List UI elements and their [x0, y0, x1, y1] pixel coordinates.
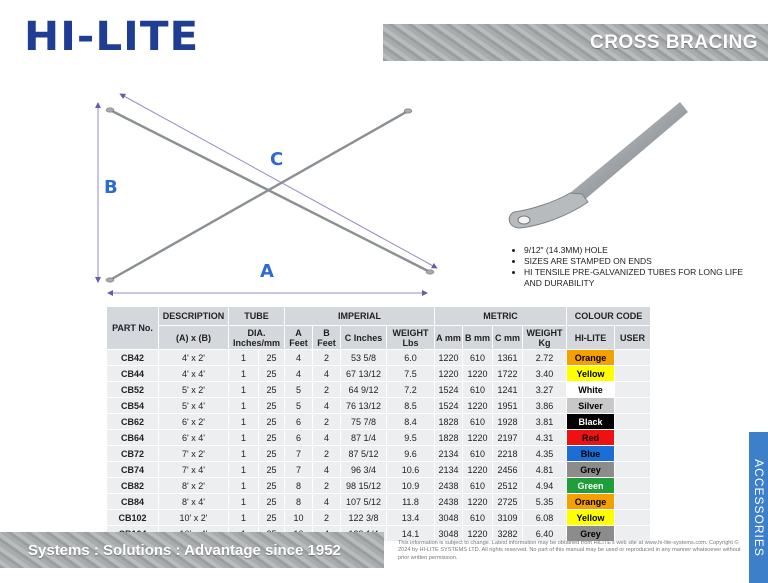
met-a-cell: 2438 [435, 478, 463, 494]
imp-a-cell: 5 [285, 398, 313, 414]
part-no-cell: CB64 [107, 430, 159, 446]
met-b-cell: 610 [463, 350, 493, 366]
table-row [107, 398, 651, 414]
tube-dia-mm-cell: 25 [259, 350, 285, 366]
met-b-cell: 610 [463, 382, 493, 398]
imp-weight-cell: 10.6 [387, 462, 435, 478]
tube-dia-in-cell: 1 [229, 382, 259, 398]
description-cell: 6' x 2' [159, 414, 229, 430]
header-met-c: C mm [493, 326, 523, 350]
imp-weight-cell: 14.1 [387, 526, 435, 542]
tube-dia-mm-cell: 25 [259, 430, 285, 446]
part-no-cell: CB54 [107, 398, 159, 414]
header-colour-code: COLOUR CODE [567, 307, 651, 326]
met-c-cell: 2456 [493, 462, 523, 478]
description-cell: 10' x 2' [159, 510, 229, 526]
tube-dia-mm-cell: 25 [259, 366, 285, 382]
imp-weight-cell: 8.4 [387, 414, 435, 430]
met-a-cell: 3048 [435, 526, 463, 542]
tube-dia-mm-cell: 25 [259, 462, 285, 478]
table-row [107, 510, 651, 526]
met-c-cell: 2218 [493, 446, 523, 462]
met-b-cell: 610 [463, 478, 493, 494]
met-weight-cell: 3.86 [523, 398, 567, 414]
table-row [107, 382, 651, 398]
description-cell: 7' x 2' [159, 446, 229, 462]
header-met-b: B mm [463, 326, 493, 350]
tube-dia-in-cell: 1 [229, 462, 259, 478]
footer-tagline: Systems : Solutions : Advantage since 1952 [28, 542, 341, 559]
imp-weight-cell: 7.5 [387, 366, 435, 382]
met-b-cell: 1220 [463, 494, 493, 510]
imp-a-cell: 5 [285, 382, 313, 398]
met-weight-cell: 3.27 [523, 382, 567, 398]
note-item: • SIZES ARE STAMPED ON ENDS [524, 256, 744, 267]
table-row [107, 414, 651, 430]
colour-code-cell: White [567, 382, 615, 398]
header-imp-weight: WEIGHT Lbs [387, 326, 435, 350]
met-c-cell: 2197 [493, 430, 523, 446]
tube-dia-in-cell: 1 [229, 350, 259, 366]
colour-code-cell: Black [567, 414, 615, 430]
note-item: • 9/12" (14.3MM) HOLE [524, 245, 744, 256]
met-a-cell: 1220 [435, 350, 463, 366]
imp-c-cell: 67 13/12 [341, 366, 387, 382]
met-weight-cell: 4.81 [523, 462, 567, 478]
user-colour-cell [615, 350, 651, 366]
met-weight-cell: 4.94 [523, 478, 567, 494]
colour-code-cell: Silver [567, 398, 615, 414]
table-row [107, 494, 651, 510]
imp-weight-cell: 11.8 [387, 494, 435, 510]
imp-weight-cell: 9.6 [387, 446, 435, 462]
header-description-sub: (A) x (B) [159, 326, 229, 350]
user-colour-cell [615, 510, 651, 526]
imp-b-cell: 4 [313, 366, 341, 382]
met-weight-cell: 3.81 [523, 414, 567, 430]
met-b-cell: 1220 [463, 398, 493, 414]
imp-c-cell: 87 1/4 [341, 430, 387, 446]
met-a-cell: 1524 [435, 382, 463, 398]
met-weight-cell: 4.31 [523, 430, 567, 446]
accessories-tab[interactable] [749, 432, 768, 583]
footer-disclaimer: This information is subject to change. Latest information may be obtained from HILITE's web site at www.hi-lite-systems.com. Copyright © 2024 by HI-LITE SYSTEMS LTD. All rights reserved. No part of this manual may be used or reproduced in any manner whatsoever without prior written permission. [398, 540, 741, 561]
colour-code-cell: Orange [567, 494, 615, 510]
imp-a-cell: 6 [285, 414, 313, 430]
met-b-cell: 610 [463, 510, 493, 526]
tube-dia-in-cell: 1 [229, 510, 259, 526]
imp-weight-cell: 6.0 [387, 350, 435, 366]
imp-a-cell: 4 [285, 350, 313, 366]
imp-c-cell: 96 3/4 [341, 462, 387, 478]
brand-logo: HI-LITE [24, 14, 200, 60]
imp-a-cell: 7 [285, 462, 313, 478]
header-description: DESCRIPTION [159, 307, 229, 326]
tube-dia-mm-cell: 25 [259, 494, 285, 510]
imp-a-cell: 4 [285, 366, 313, 382]
imp-a-cell: 8 [285, 478, 313, 494]
imp-b-cell: 2 [313, 478, 341, 494]
part-no-cell: CB42 [107, 350, 159, 366]
met-a-cell: 1220 [435, 366, 463, 382]
imp-b-cell: 4 [313, 494, 341, 510]
brace-end-closeup-image [500, 98, 690, 238]
user-colour-cell [615, 414, 651, 430]
tube-dia-mm-cell: 25 [259, 382, 285, 398]
description-cell: 5' x 2' [159, 382, 229, 398]
imp-c-cell: 76 13/12 [341, 398, 387, 414]
met-c-cell: 1241 [493, 382, 523, 398]
description-cell: 8' x 4' [159, 494, 229, 510]
tube-dia-in-cell: 1 [229, 366, 259, 382]
part-no-cell: CB74 [107, 462, 159, 478]
part-no-cell: CB102 [107, 510, 159, 526]
header-metric: METRIC [435, 307, 567, 326]
met-c-cell: 2512 [493, 478, 523, 494]
met-b-cell: 610 [463, 446, 493, 462]
tube-dia-mm-cell: 25 [259, 414, 285, 430]
dimension-b-label: B [104, 177, 118, 198]
header-imp-c: C Inches [341, 326, 387, 350]
imp-weight-cell: 9.5 [387, 430, 435, 446]
met-c-cell: 2725 [493, 494, 523, 510]
met-a-cell: 2134 [435, 446, 463, 462]
imp-weight-cell: 13.4 [387, 510, 435, 526]
dimension-a-label: A [260, 261, 274, 282]
met-b-cell: 610 [463, 414, 493, 430]
colour-code-cell: Grey [567, 526, 615, 542]
tube-dia-in-cell: 1 [229, 414, 259, 430]
imp-c-cell: 98 15/12 [341, 478, 387, 494]
met-b-cell: 1220 [463, 462, 493, 478]
user-colour-cell [615, 494, 651, 510]
table-row [107, 446, 651, 462]
imp-b-cell: 4 [313, 398, 341, 414]
part-no-cell: CB72 [107, 446, 159, 462]
met-a-cell: 2438 [435, 494, 463, 510]
dimension-c-label: C [270, 149, 284, 170]
met-weight-cell: 6.40 [523, 526, 567, 542]
table-row [107, 366, 651, 382]
page-title: CROSS BRACING [589, 32, 758, 53]
met-c-cell: 1928 [493, 414, 523, 430]
met-c-cell: 1951 [493, 398, 523, 414]
imp-a-cell: 6 [285, 430, 313, 446]
specification-table [106, 306, 651, 542]
description-cell: 7' x 4' [159, 462, 229, 478]
met-weight-cell: 6.08 [523, 510, 567, 526]
tube-dia-mm-cell: 25 [259, 398, 285, 414]
user-colour-cell [615, 446, 651, 462]
met-c-cell: 1722 [493, 366, 523, 382]
description-cell: 5' x 4' [159, 398, 229, 414]
imp-c-cell: 122 3/8 [341, 510, 387, 526]
met-weight-cell: 4.35 [523, 446, 567, 462]
imp-weight-cell: 7.2 [387, 382, 435, 398]
met-b-cell: 1220 [463, 526, 493, 542]
footer-banner [0, 532, 384, 568]
met-a-cell: 3048 [435, 510, 463, 526]
table-row [107, 350, 651, 366]
colour-code-cell: Yellow [567, 366, 615, 382]
header-imp-b: B Feet [313, 326, 341, 350]
imp-c-cell: 64 9/12 [341, 382, 387, 398]
part-no-cell: CB44 [107, 366, 159, 382]
accessories-tab-label: ACCESSORIES [751, 458, 766, 557]
header-tube: TUBE [229, 307, 285, 326]
tube-dia-mm-cell: 25 [259, 510, 285, 526]
imp-a-cell: 7 [285, 446, 313, 462]
met-a-cell: 1524 [435, 398, 463, 414]
table-row [107, 478, 651, 494]
tube-dia-in-cell: 1 [229, 478, 259, 494]
imp-c-cell: 107 5/12 [341, 494, 387, 510]
header-user: USER [615, 326, 651, 350]
imp-b-cell: 4 [313, 430, 341, 446]
user-colour-cell [615, 382, 651, 398]
header-part-no: PART No. [107, 307, 159, 350]
colour-code-cell: Grey [567, 462, 615, 478]
met-weight-cell: 2.72 [523, 350, 567, 366]
user-colour-cell [615, 462, 651, 478]
part-no-cell: CB52 [107, 382, 159, 398]
met-weight-cell: 5.35 [523, 494, 567, 510]
header-imperial: IMPERIAL [285, 307, 435, 326]
user-colour-cell [615, 478, 651, 494]
header-met-a: A mm [435, 326, 463, 350]
part-no-cell: CB84 [107, 494, 159, 510]
table-row [107, 462, 651, 478]
table-row [107, 430, 651, 446]
met-c-cell: 3109 [493, 510, 523, 526]
colour-code-cell: Green [567, 478, 615, 494]
imp-c-cell: 87 5/12 [341, 446, 387, 462]
user-colour-cell [615, 366, 651, 382]
tube-dia-in-cell: 1 [229, 398, 259, 414]
colour-code-cell: Blue [567, 446, 615, 462]
header-bar [383, 24, 768, 61]
met-b-cell: 1220 [463, 366, 493, 382]
part-no-cell: CB62 [107, 414, 159, 430]
imp-b-cell: 2 [313, 446, 341, 462]
description-cell: 8' x 2' [159, 478, 229, 494]
description-cell: 6' x 4' [159, 430, 229, 446]
part-no-cell: CB82 [107, 478, 159, 494]
header-tube-dia: DIA. Inches/mm [229, 326, 285, 350]
met-a-cell: 2134 [435, 462, 463, 478]
imp-b-cell: 2 [313, 382, 341, 398]
cross-bracing-diagram [90, 85, 440, 300]
imp-c-cell: 75 7/8 [341, 414, 387, 430]
met-b-cell: 1220 [463, 430, 493, 446]
description-cell: 4' x 4' [159, 366, 229, 382]
imp-weight-cell: 8.5 [387, 398, 435, 414]
imp-b-cell: 4 [313, 462, 341, 478]
tube-dia-in-cell: 1 [229, 494, 259, 510]
header-imp-a: A Feet [285, 326, 313, 350]
product-notes [510, 245, 744, 289]
met-c-cell: 3282 [493, 526, 523, 542]
met-a-cell: 1828 [435, 430, 463, 446]
colour-code-cell: Orange [567, 350, 615, 366]
imp-c-cell: 53 5/8 [341, 350, 387, 366]
imp-a-cell: 8 [285, 494, 313, 510]
tube-dia-mm-cell: 25 [259, 478, 285, 494]
header-hi-lite: HI-LITE [567, 326, 615, 350]
imp-b-cell: 2 [313, 350, 341, 366]
imp-a-cell: 10 [285, 510, 313, 526]
note-item: • HI TENSILE PRE-GALVANIZED TUBES FOR LONG LIFE AND DURABILITY [524, 267, 744, 289]
user-colour-cell [615, 430, 651, 446]
met-a-cell: 1828 [435, 414, 463, 430]
description-cell: 4' x 2' [159, 350, 229, 366]
met-c-cell: 1361 [493, 350, 523, 366]
tube-dia-in-cell: 1 [229, 446, 259, 462]
imp-b-cell: 2 [313, 414, 341, 430]
user-colour-cell [615, 398, 651, 414]
met-weight-cell: 3.40 [523, 366, 567, 382]
header-met-weight: WEIGHT Kg [523, 326, 567, 350]
imp-b-cell: 2 [313, 510, 341, 526]
colour-code-cell: Yellow [567, 510, 615, 526]
tube-dia-mm-cell: 25 [259, 446, 285, 462]
imp-weight-cell: 10.9 [387, 478, 435, 494]
colour-code-cell: Red [567, 430, 615, 446]
tube-dia-in-cell: 1 [229, 430, 259, 446]
